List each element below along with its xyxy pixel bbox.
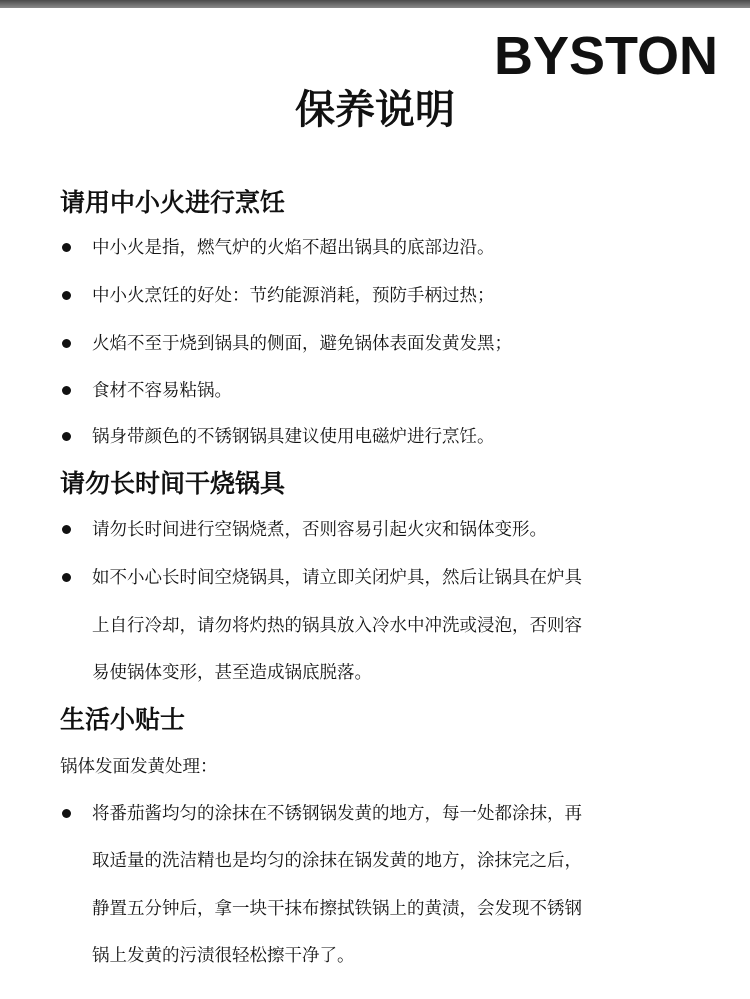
list-item: 火焰不至于烧到锅具的侧面，避免锅体表面发黄发黑； [92, 334, 512, 354]
bullet-icon [62, 386, 71, 395]
section-heading-low-heat: 请用中小火进行烹饪 [60, 188, 286, 217]
bullet-icon [62, 573, 71, 582]
section-heading-life-tips: 生活小贴士 [60, 705, 186, 734]
list-item-line: 将番茄酱均匀的涂抹在不锈钢锅发黄的地方，每一处都涂抹，再 [92, 804, 582, 824]
top-border-bar [0, 0, 750, 8]
list-item-line: 易使锅体变形，甚至造成锅底脱落。 [92, 663, 372, 683]
list-item: 食材不容易粘锅。 [92, 381, 232, 401]
bullet-icon [62, 432, 71, 441]
tips-intro: 锅体发面发黄处理： [60, 757, 218, 777]
list-item-line: 锅上发黄的污渍很轻松擦干净了。 [92, 946, 355, 966]
list-item: 中小火烹饪的好处：节约能源消耗，预防手柄过热； [92, 286, 495, 306]
list-item-line: 如不小心长时间空烧锅具，请立即关闭炉具，然后让锅具在炉具 [92, 568, 582, 588]
list-item: 锅身带颜色的不锈钢锅具建议使用电磁炉进行烹饪。 [92, 427, 495, 447]
list-item-line: 静置五分钟后，拿一块干抹布擦拭铁锅上的黄渍，会发现不锈钢 [92, 899, 582, 919]
bullet-icon [62, 243, 71, 252]
list-item-line: 取适量的洗洁精也是均匀的涂抹在锅发黄的地方，涂抹完之后， [92, 851, 582, 871]
page-title: 保养说明 [295, 87, 455, 133]
list-item: 请勿长时间进行空锅烧煮，否则容易引起火灾和锅体变形。 [92, 520, 547, 540]
bullet-icon [62, 339, 71, 348]
bullet-icon [62, 809, 71, 818]
list-item: 中小火是指，燃气炉的火焰不超出锅具的底部边沿。 [92, 238, 495, 258]
section-heading-no-dry-heating: 请勿长时间干烧锅具 [60, 469, 286, 498]
brand-logo: BYSTON [494, 26, 719, 86]
list-item-line: 上自行冷却，请勿将灼热的锅具放入冷水中冲洗或浸泡，否则容 [92, 616, 582, 636]
bullet-icon [62, 291, 71, 300]
bullet-icon [62, 525, 71, 534]
